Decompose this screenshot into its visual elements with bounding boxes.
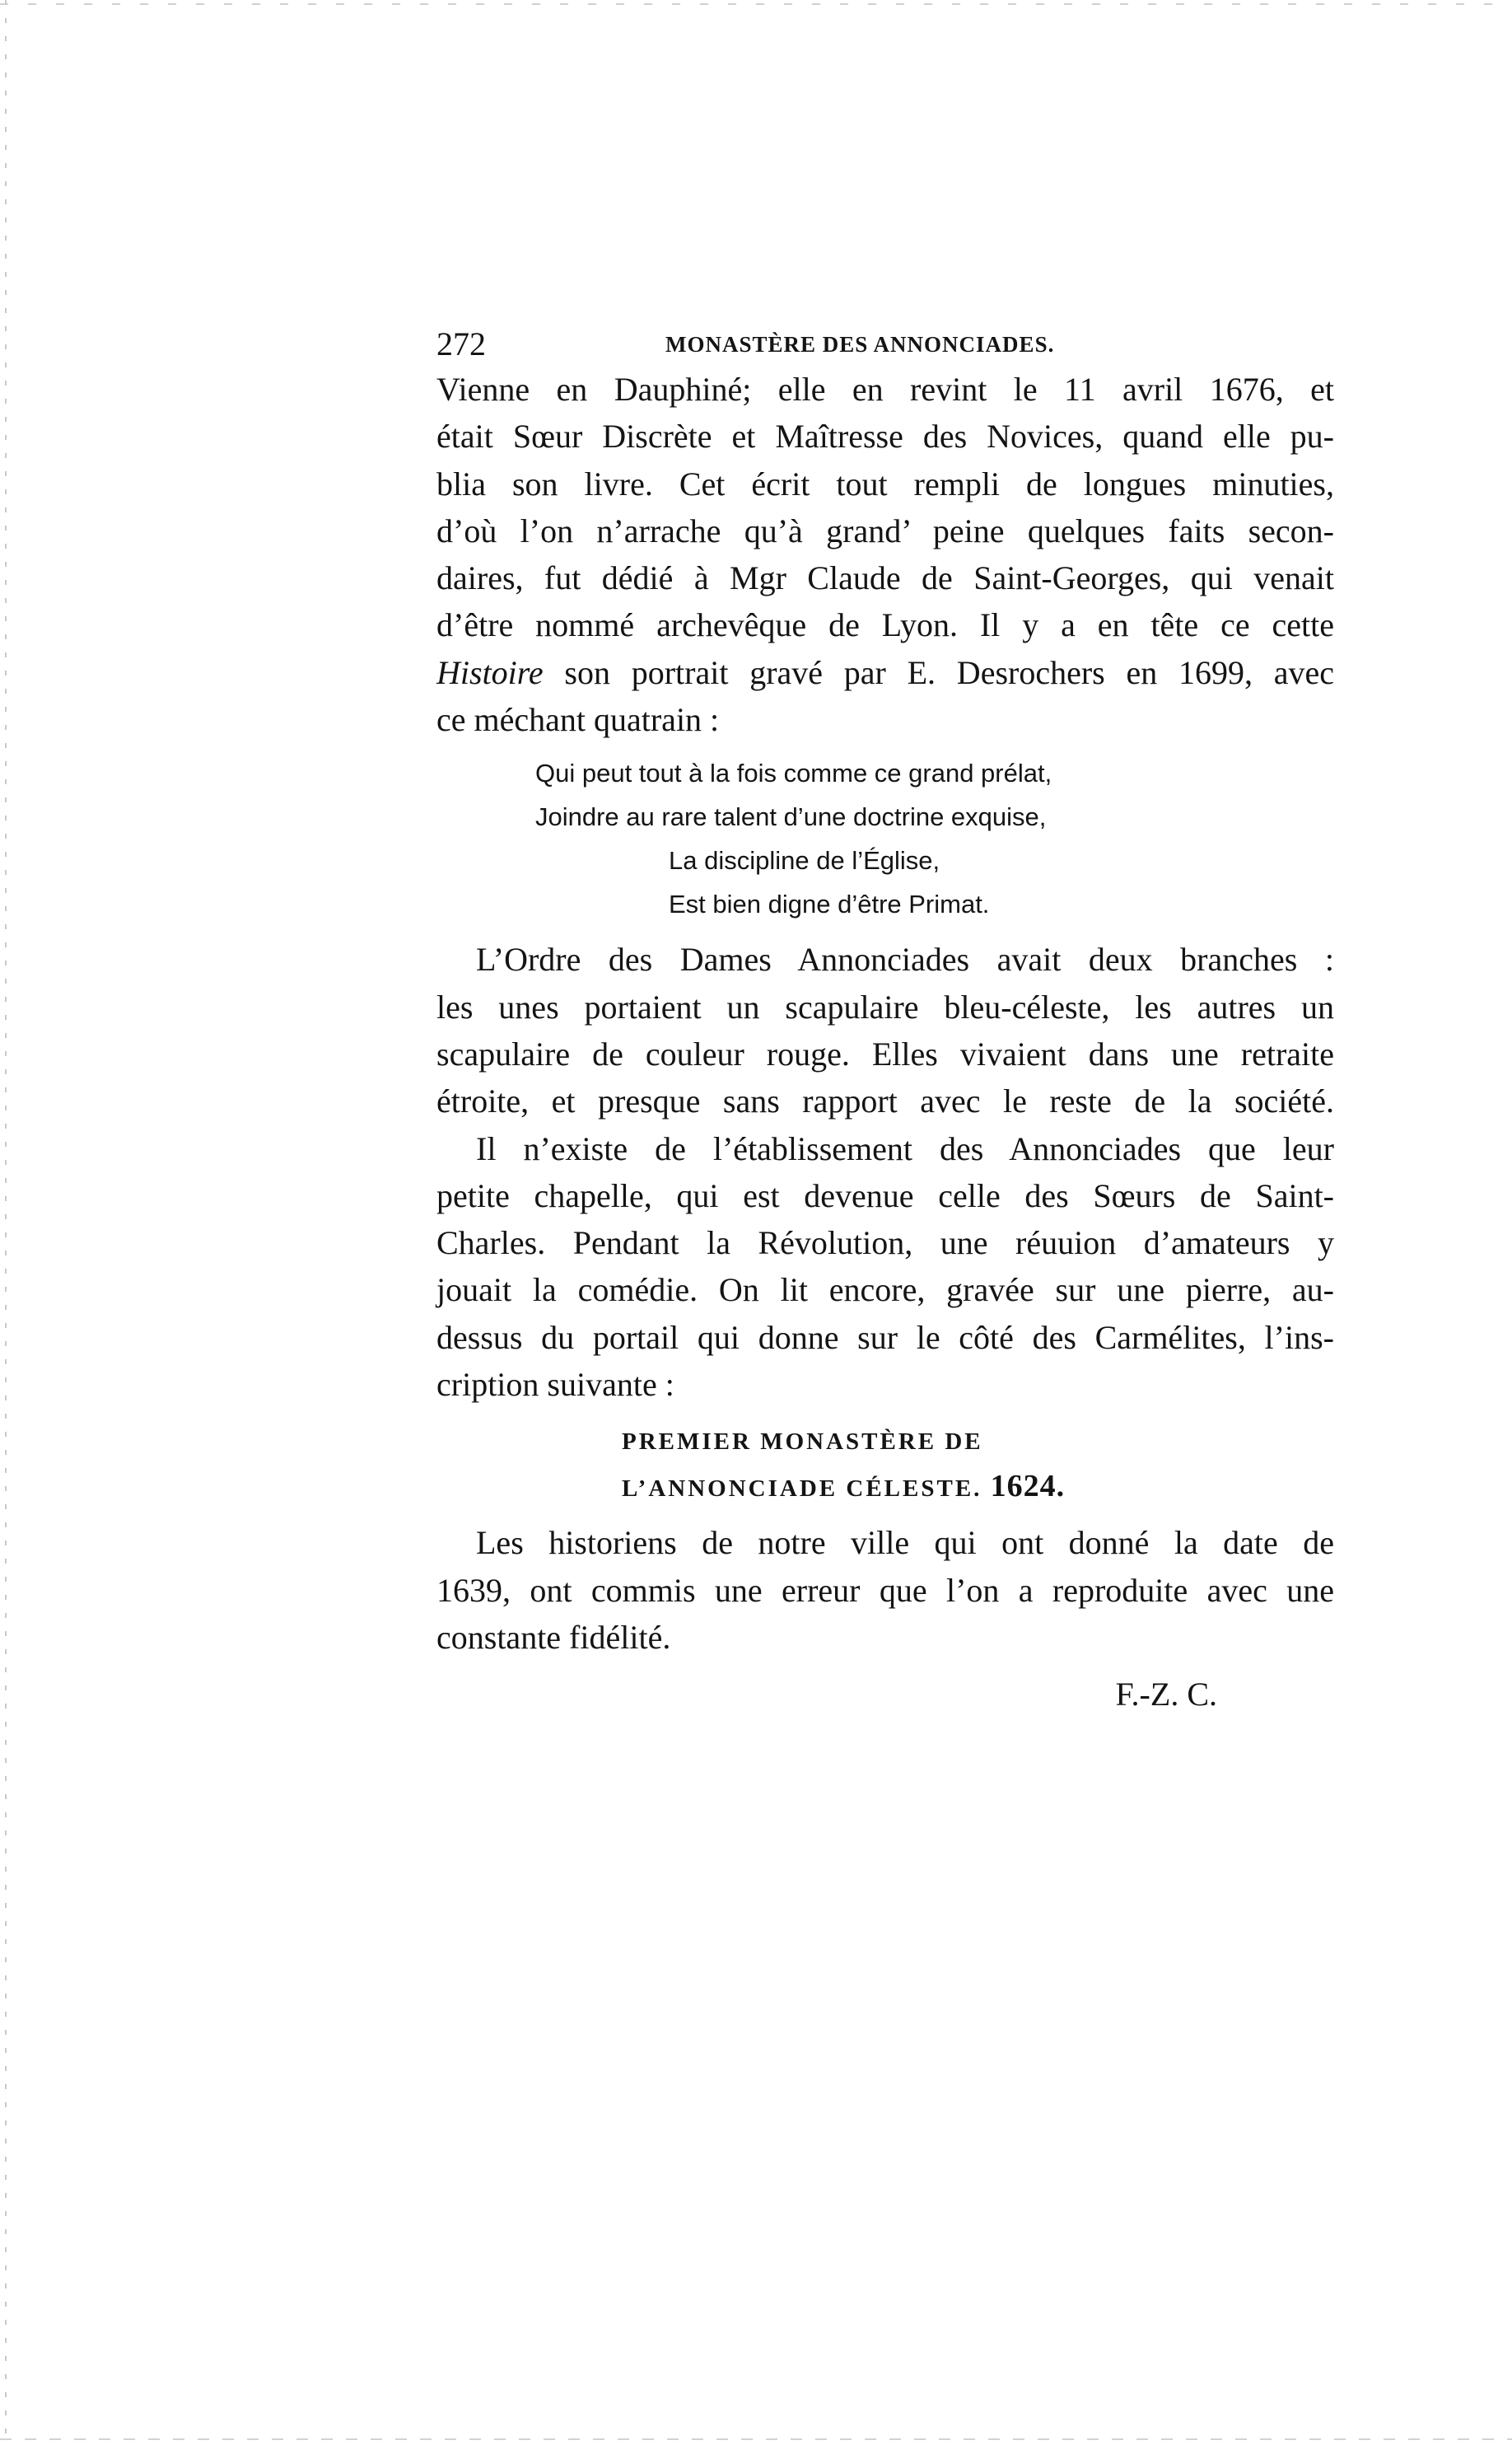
- text-line: constante fidélité.: [436, 1618, 671, 1656]
- paragraph-1: [436, 366, 1334, 743]
- text-line: Les historiens de notre ville qui ont donné la date de: [476, 1524, 1334, 1562]
- inscription: [436, 1419, 1334, 1511]
- page-body: [436, 323, 1334, 1718]
- inscription-year: 1624.: [990, 1469, 1066, 1504]
- scan-edge-bottom: [0, 2438, 1512, 2440]
- author-signature: F.-Z. C.: [1115, 1676, 1217, 1713]
- text-line-rest: son portrait gravé par E. Desrochers en 1699, avec: [564, 653, 1335, 691]
- page-number: 272: [436, 325, 486, 362]
- text-line: L’Ordre des Dames Annonciades avait deux branches :: [476, 941, 1334, 979]
- text-line: blia son livre. Cet écrit tout rempli de longues minuties,: [436, 465, 1334, 503]
- paragraph-3: [436, 1125, 1334, 1409]
- scan-edge-left: [5, 0, 7, 2445]
- text-line: ce méchant quatrain :: [436, 701, 720, 739]
- inscription-text: L’ANNONCIADE CÉLESTE.: [622, 1475, 982, 1503]
- scan-edge-top: [0, 3, 1512, 5]
- running-head: [436, 323, 1334, 366]
- prose: [436, 936, 1334, 1408]
- paragraph-4: [436, 1519, 1334, 1661]
- quatrain: [436, 751, 1334, 926]
- text-line: daires, fut dédié à Mgr Claude de Saint-Georges, qui venait: [436, 559, 1334, 597]
- text-line: cription suivante :: [436, 1366, 674, 1404]
- verse-line: Est bien digne d’être Primat.: [669, 890, 990, 919]
- text-line: d’être nommé archevêque de Lyon. Il y a en tête ce cette: [436, 606, 1334, 644]
- prose: [436, 1519, 1334, 1661]
- text-line: dessus du portail qui donne sur le côté des Carmélites, l’ins-: [436, 1318, 1334, 1356]
- verse-line: Qui peut tout à la fois comme ce grand prélat,: [535, 759, 1052, 788]
- text-line: scapulaire de couleur rouge. Elles vivaient dans une retraite: [436, 1035, 1334, 1073]
- text-line: d’où l’on n’arrache qu’à grand’ peine quelques faits secon-: [436, 512, 1334, 549]
- text-line: étroite, et presque sans rapport avec le reste de la société.: [436, 1082, 1334, 1120]
- text-line: petite chapelle, qui est devenue celle des Sœurs de Saint-: [436, 1176, 1334, 1214]
- text-line: les unes portaient un scapulaire bleu-céleste, les autres un: [436, 988, 1334, 1026]
- text-line: était Sœur Discrète et Maîtresse des Novices, quand elle pu-: [436, 418, 1334, 456]
- prose: [436, 366, 1334, 743]
- text-line: 1639, ont commis une erreur que l’on a reproduite avec une: [436, 1571, 1334, 1609]
- running-title: MONASTÈRE DES ANNONCIADES.: [665, 332, 1055, 357]
- text-line: Il n’existe de l’établissement des Annonciades que leur: [476, 1129, 1334, 1167]
- paragraph-2: [436, 936, 1334, 1124]
- verse-line: La discipline de l’Église,: [669, 846, 940, 876]
- text-line: Charles. Pendant la Révolution, une réuuion d’amateurs y: [436, 1224, 1334, 1262]
- text-line: Vienne en Dauphiné; elle en revint le 11 avril 1676, et: [436, 371, 1334, 408]
- inscription-line: PREMIER MONASTÈRE DE: [622, 1428, 983, 1456]
- italic-title: Histoire: [436, 653, 544, 691]
- inscription-line: [436, 1464, 1334, 1511]
- verse-line: Joindre au rare talent d’une doctrine exquise,: [535, 802, 1047, 832]
- text-line: jouait la comédie. On lit encore, gravée sur une pierre, au-: [436, 1271, 1334, 1309]
- text-line-with-italic: [436, 649, 1334, 696]
